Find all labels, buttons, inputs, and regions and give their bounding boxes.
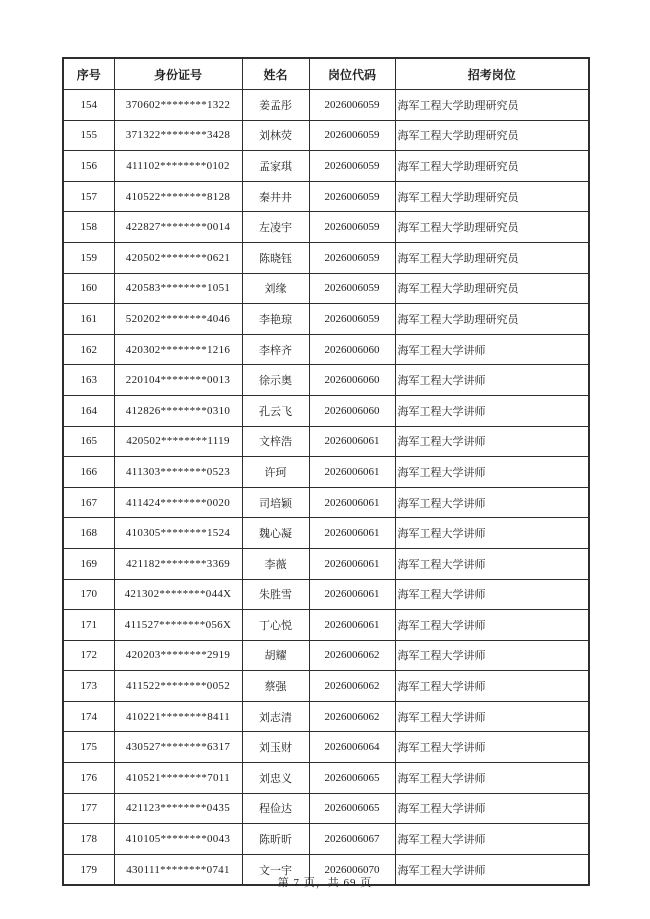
cell-position: 海军工程大学助理研究员	[395, 151, 589, 182]
cell-name: 陈昕昕	[242, 824, 309, 855]
cell-id-number: 410221********8411	[114, 701, 242, 732]
cell-serial: 176	[63, 763, 114, 794]
cell-name: 徐示奥	[242, 365, 309, 396]
cell-serial: 160	[63, 273, 114, 304]
cell-job-code: 2026006060	[309, 395, 395, 426]
cell-position: 海军工程大学助理研究员	[395, 181, 589, 212]
table-row	[63, 426, 589, 457]
cell-serial: 155	[63, 120, 114, 151]
cell-serial: 172	[63, 640, 114, 671]
cell-id-number: 430111********0741	[114, 854, 242, 885]
cell-name: 胡耀	[242, 640, 309, 671]
page-footer: 第 7 页，共 69 页	[277, 877, 373, 889]
cell-id-number: 422827********0014	[114, 212, 242, 243]
cell-id-number: 411102********0102	[114, 151, 242, 182]
cell-position: 海军工程大学讲师	[395, 732, 589, 763]
cell-position: 海军工程大学讲师	[395, 824, 589, 855]
cell-id-number: 420302********1216	[114, 334, 242, 365]
cell-name: 刘忠义	[242, 763, 309, 794]
cell-serial: 163	[63, 365, 114, 396]
cell-id-number: 420203********2919	[114, 640, 242, 671]
cell-job-code: 2026006070	[309, 854, 395, 885]
cell-name: 刘缘	[242, 273, 309, 304]
table-row	[63, 395, 589, 426]
cell-name: 李梓齐	[242, 334, 309, 365]
table-row	[63, 518, 589, 549]
table-row	[63, 793, 589, 824]
cell-name: 孟家琪	[242, 151, 309, 182]
cell-name: 司培颖	[242, 487, 309, 518]
table-row	[63, 487, 589, 518]
cell-id-number: 410522********8128	[114, 181, 242, 212]
cell-position: 海军工程大学讲师	[395, 701, 589, 732]
cell-name: 姜孟彤	[242, 90, 309, 121]
cell-job-code: 2026006059	[309, 151, 395, 182]
cell-job-code: 2026006061	[309, 610, 395, 641]
cell-serial: 159	[63, 242, 114, 273]
cell-name: 魏心凝	[242, 518, 309, 549]
table-row	[63, 763, 589, 794]
table-row	[63, 579, 589, 610]
cell-name: 朱胜雪	[242, 579, 309, 610]
cell-job-code: 2026006061	[309, 426, 395, 457]
cell-job-code: 2026006065	[309, 763, 395, 794]
cell-serial: 164	[63, 395, 114, 426]
cell-job-code: 2026006061	[309, 548, 395, 579]
cell-serial: 173	[63, 671, 114, 702]
cell-position: 海军工程大学助理研究员	[395, 120, 589, 151]
cell-serial: 174	[63, 701, 114, 732]
cell-job-code: 2026006062	[309, 701, 395, 732]
table-row	[63, 151, 589, 182]
cell-job-code: 2026006062	[309, 640, 395, 671]
cell-id-number: 411424********0020	[114, 487, 242, 518]
table-row	[63, 273, 589, 304]
cell-job-code: 2026006059	[309, 304, 395, 335]
cell-id-number: 410105********0043	[114, 824, 242, 855]
cell-name: 刘玉财	[242, 732, 309, 763]
cell-job-code: 2026006062	[309, 671, 395, 702]
table-row	[63, 610, 589, 641]
cell-position: 海军工程大学助理研究员	[395, 304, 589, 335]
cell-job-code: 2026006060	[309, 334, 395, 365]
cell-name: 许珂	[242, 457, 309, 488]
cell-id-number: 370602********1322	[114, 90, 242, 121]
table-row	[63, 212, 589, 243]
cell-id-number: 430527********6317	[114, 732, 242, 763]
cell-position: 海军工程大学讲师	[395, 854, 589, 885]
col-header-job-code: 岗位代码	[309, 58, 395, 90]
cell-serial: 162	[63, 334, 114, 365]
cell-id-number: 420502********0621	[114, 242, 242, 273]
table-row	[63, 732, 589, 763]
cell-position: 海军工程大学讲师	[395, 793, 589, 824]
cell-id-number: 421302********044X	[114, 579, 242, 610]
cell-id-number: 520202********4046	[114, 304, 242, 335]
cell-job-code: 2026006059	[309, 120, 395, 151]
col-header-position: 招考岗位	[395, 58, 589, 90]
cell-serial: 169	[63, 548, 114, 579]
cell-job-code: 2026006060	[309, 365, 395, 396]
cell-serial: 171	[63, 610, 114, 641]
cell-id-number: 420502********1119	[114, 426, 242, 457]
cell-serial: 166	[63, 457, 114, 488]
cell-position: 海军工程大学助理研究员	[395, 273, 589, 304]
cell-job-code: 2026006061	[309, 518, 395, 549]
cell-id-number: 220104********0013	[114, 365, 242, 396]
cell-position: 海军工程大学讲师	[395, 579, 589, 610]
cell-name: 刘林荧	[242, 120, 309, 151]
cell-job-code: 2026006059	[309, 181, 395, 212]
table-row	[63, 120, 589, 151]
cell-id-number: 421182********3369	[114, 548, 242, 579]
cell-serial: 179	[63, 854, 114, 885]
cell-name: 左凌宇	[242, 212, 309, 243]
cell-name: 陈晓钰	[242, 242, 309, 273]
cell-name: 程俭达	[242, 793, 309, 824]
cell-position: 海军工程大学讲师	[395, 548, 589, 579]
cell-name: 孔云飞	[242, 395, 309, 426]
cell-id-number: 410305********1524	[114, 518, 242, 549]
cell-serial: 175	[63, 732, 114, 763]
cell-id-number: 371322********3428	[114, 120, 242, 151]
col-header-id-number: 身份证号	[114, 58, 242, 90]
table-row	[63, 365, 589, 396]
table-row	[63, 304, 589, 335]
cell-job-code: 2026006059	[309, 90, 395, 121]
cell-id-number: 421123********0435	[114, 793, 242, 824]
cell-position: 海军工程大学讲师	[395, 334, 589, 365]
table-row	[63, 181, 589, 212]
cell-name: 李薇	[242, 548, 309, 579]
cell-job-code: 2026006059	[309, 242, 395, 273]
cell-name: 文一宇	[242, 854, 309, 885]
cell-position: 海军工程大学讲师	[395, 365, 589, 396]
cell-name: 丁心悦	[242, 610, 309, 641]
cell-serial: 161	[63, 304, 114, 335]
table-row	[63, 548, 589, 579]
cell-serial: 177	[63, 793, 114, 824]
cell-serial: 168	[63, 518, 114, 549]
header-row	[63, 58, 589, 90]
cell-name: 秦井井	[242, 181, 309, 212]
cell-serial: 165	[63, 426, 114, 457]
cell-job-code: 2026006059	[309, 212, 395, 243]
cell-id-number: 420583********1051	[114, 273, 242, 304]
table-row	[63, 242, 589, 273]
table-body	[63, 90, 589, 886]
cell-position: 海军工程大学讲师	[395, 518, 589, 549]
table-row	[63, 824, 589, 855]
cell-job-code: 2026006061	[309, 457, 395, 488]
cell-position: 海军工程大学讲师	[395, 487, 589, 518]
cell-job-code: 2026006061	[309, 579, 395, 610]
cell-position: 海军工程大学讲师	[395, 426, 589, 457]
cell-serial: 170	[63, 579, 114, 610]
cell-position: 海军工程大学助理研究员	[395, 90, 589, 121]
cell-serial: 178	[63, 824, 114, 855]
cell-job-code: 2026006065	[309, 793, 395, 824]
cell-name: 蔡强	[242, 671, 309, 702]
cell-id-number: 411527********056X	[114, 610, 242, 641]
cell-job-code: 2026006067	[309, 824, 395, 855]
cell-position: 海军工程大学讲师	[395, 610, 589, 641]
table-row	[63, 90, 589, 121]
cell-position: 海军工程大学助理研究员	[395, 212, 589, 243]
col-header-name: 姓名	[242, 58, 309, 90]
cell-position: 海军工程大学讲师	[395, 457, 589, 488]
cell-name: 李艳琼	[242, 304, 309, 335]
table-row	[63, 701, 589, 732]
cell-id-number: 411303********0523	[114, 457, 242, 488]
cell-serial: 157	[63, 181, 114, 212]
table-row	[63, 457, 589, 488]
col-header-serial: 序号	[63, 58, 114, 90]
cell-position: 海军工程大学讲师	[395, 395, 589, 426]
table-row	[63, 640, 589, 671]
table-row	[63, 671, 589, 702]
cell-id-number: 412826********0310	[114, 395, 242, 426]
cell-position: 海军工程大学助理研究员	[395, 242, 589, 273]
cell-name: 文梓浩	[242, 426, 309, 457]
cell-position: 海军工程大学讲师	[395, 640, 589, 671]
cell-serial: 156	[63, 151, 114, 182]
cell-job-code: 2026006061	[309, 487, 395, 518]
cell-id-number: 410521********7011	[114, 763, 242, 794]
cell-serial: 167	[63, 487, 114, 518]
cell-job-code: 2026006064	[309, 732, 395, 763]
cell-serial: 154	[63, 90, 114, 121]
cell-position: 海军工程大学讲师	[395, 763, 589, 794]
cell-position: 海军工程大学讲师	[395, 671, 589, 702]
cell-job-code: 2026006059	[309, 273, 395, 304]
cell-id-number: 411522********0052	[114, 671, 242, 702]
table-row	[63, 334, 589, 365]
cell-name: 刘志清	[242, 701, 309, 732]
candidate-roster-table	[62, 57, 590, 886]
table-header	[63, 58, 589, 90]
cell-serial: 158	[63, 212, 114, 243]
